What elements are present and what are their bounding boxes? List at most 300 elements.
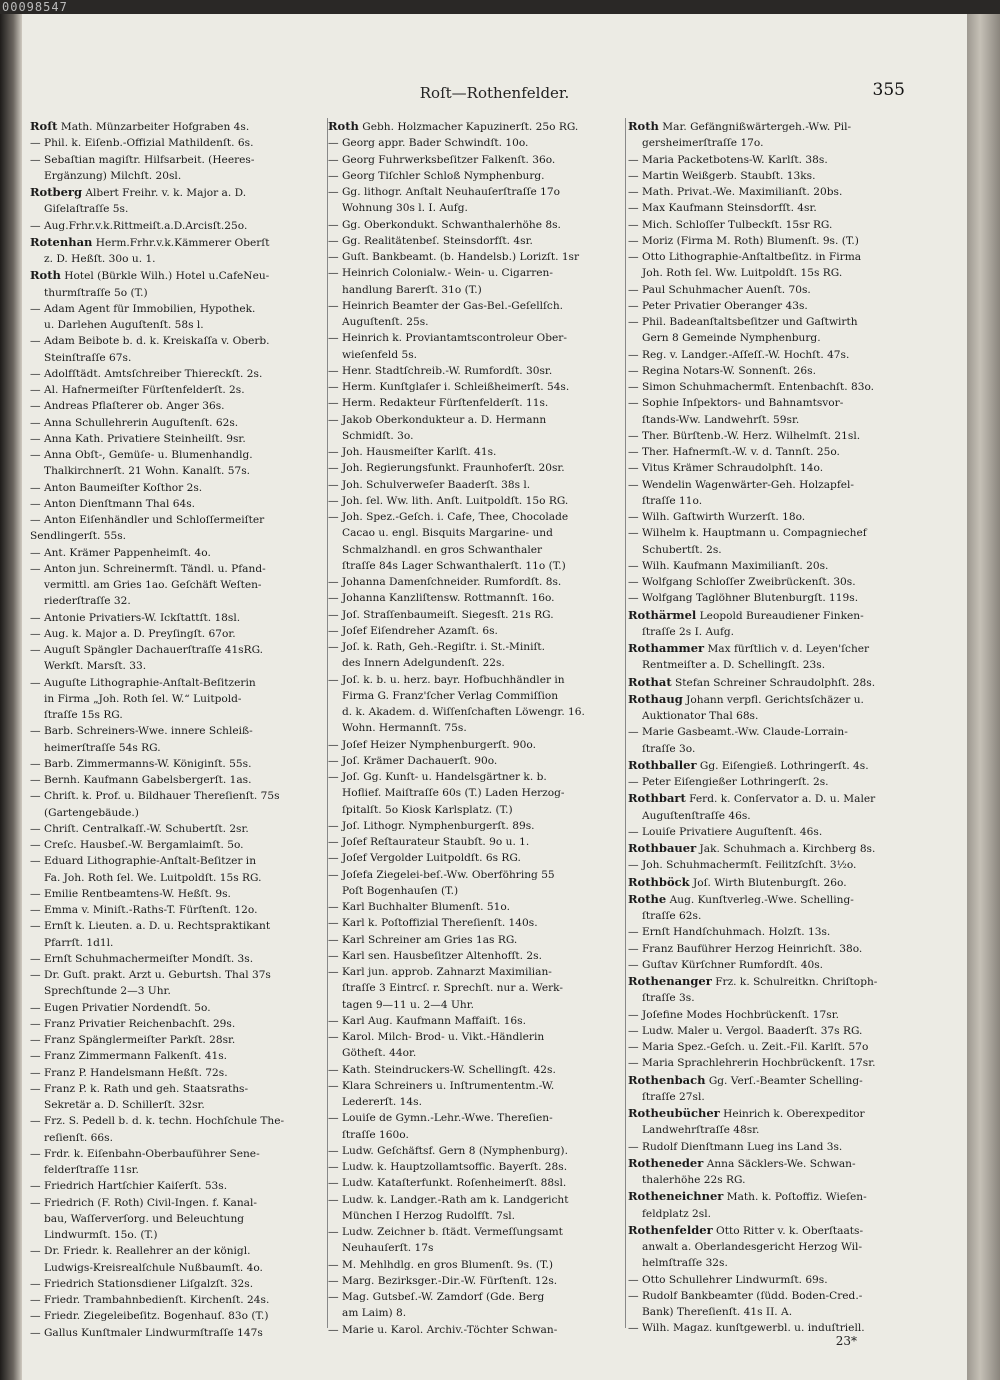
entry-text: Bank) Thereſienſt. 41s II. A. <box>642 1306 793 1318</box>
directory-entry-line <box>328 412 624 428</box>
entry-text: — Joſef Vergolder Luitpoldſt. 6s RG. <box>328 852 521 865</box>
directory-entry-line <box>30 496 326 512</box>
entry-text: — Ther. Hafnermſt.-W. v. d. Tannſt. 25o. <box>628 446 840 458</box>
directory-entry-line <box>30 234 326 251</box>
directory-entry-line <box>30 1325 326 1339</box>
entry-text: — Regina Notars-W. Sonnenſt. 26s. <box>628 364 816 377</box>
directory-entry-line <box>328 444 624 460</box>
directory-entry-line <box>628 1255 924 1271</box>
directory-entry-line <box>328 688 624 704</box>
entry-text: ſtraſſe 2s I. Aufg. <box>642 625 735 638</box>
directory-entry-line <box>30 528 326 544</box>
directory-entry-line <box>628 1304 924 1320</box>
entry-text: — Adam Agent für Immobilien, Hypothek. <box>30 302 256 315</box>
entry-text: Heinrich k. Oberexpeditor <box>723 1108 865 1120</box>
entry-text: ſtraſſe 3 Eintrcſ. r. Sprechſt. nur a. Werk- <box>342 982 563 995</box>
surname-headword: Roſt <box>30 119 58 133</box>
surname-headword: Rothböck <box>628 874 690 889</box>
entry-text: ſtraſſe 11o. <box>642 494 703 507</box>
directory-entry-line <box>30 301 326 317</box>
entry-text: — Rudolf Dienſtmann Lueg ins Land 3s. <box>628 1140 843 1153</box>
surname-headword: Rotheneichner <box>628 1189 724 1204</box>
entry-text: Schmalzhandl. en gros Schwanthaler <box>342 543 543 556</box>
directory-entry-line <box>628 824 924 840</box>
directory-entry-line <box>628 757 924 774</box>
directory-entry-line <box>328 1062 624 1078</box>
directory-entry-line <box>328 477 624 493</box>
entry-text: — Louiſe Privatiere Auguſtenſt. 46s. <box>628 825 823 838</box>
directory-entry-line <box>628 1055 924 1071</box>
entry-text: Gg. Verſ.-Beamter Schelling- <box>708 1074 863 1087</box>
book-spine-strip <box>0 14 22 1380</box>
entry-text: — Phil. k. Eiſenb.-Offizial Mathildenſt. 6s. <box>30 137 254 150</box>
directory-entry-line <box>328 395 624 411</box>
directory-entry-line <box>30 1211 326 1227</box>
entry-text: Auguſtenſt. 25s. <box>342 316 429 328</box>
directory-page <box>22 14 967 1380</box>
entry-text: des Innern Adelgundenſt. 22s. <box>342 657 505 670</box>
entry-text: — Ernſt k. Lieuten. a. D. u. Rechtspraktikant <box>30 920 271 933</box>
entry-text: — Jakob Oberkondukteur a. D. Hermann <box>328 413 547 426</box>
directory-entry-line <box>30 218 326 234</box>
directory-entry-line <box>30 1130 326 1146</box>
directory-entry-line <box>628 1039 924 1055</box>
surname-headword: Rothaug <box>628 691 683 706</box>
entry-text: Hotel (Bürkle Wilh.) Hotel u.CafeNeu- <box>64 270 270 283</box>
directory-entry-line <box>30 135 326 151</box>
directory-entry-line <box>628 558 924 574</box>
directory-entry-line <box>30 1065 326 1081</box>
directory-entry-line <box>628 1072 924 1089</box>
entry-text: helmſtraſſe 32s. <box>642 1257 728 1270</box>
directory-entry-line <box>328 1192 624 1208</box>
directory-column-1 <box>30 118 326 1338</box>
entry-text: ſtands-Ww. Landwehrſt. 59sr. <box>642 413 800 426</box>
directory-entry-line <box>328 1013 624 1029</box>
entry-text: — Paul Schuhmacher Auenſt. 70s. <box>628 283 811 296</box>
directory-entry-line <box>30 382 326 398</box>
entry-text: — Joh. Spez.-Geſch. i. Cafe, Thee, Chocolade <box>328 511 569 523</box>
directory-entry-line <box>328 152 624 168</box>
surname-headword: Roth <box>30 268 61 283</box>
surname-headword: Rotenhan <box>30 234 93 249</box>
directory-entry-line <box>628 1105 924 1122</box>
entry-text: — Joh. Schulverweſer Baaderſt. 38s l. <box>328 478 531 491</box>
entry-text: — Georg Fuhrwerksbeſitzer Falkenſt. 36o. <box>328 153 556 166</box>
directory-entry-line <box>328 720 624 736</box>
entry-text: — Ludw. k. Landger.-Rath am k. Landgericht <box>328 1193 569 1206</box>
entry-text: — Joſefine Modes Hochbrückenſt. 17sr. <box>628 1008 839 1021</box>
entry-text: in Firma „Joh. Roth ſel. W.“ Luitpold- <box>44 692 242 705</box>
directory-entry-line <box>328 428 624 444</box>
entry-text: — Joſ. Lithogr. Nymphenburgerſt. 89s. <box>328 819 535 832</box>
entry-text: Math. k. Poſtoffiz. Wieſen- <box>726 1191 867 1204</box>
directory-entry-line <box>30 463 326 479</box>
entry-text: (Gartengebäude.) <box>44 806 139 819</box>
directory-entry-line <box>328 379 624 395</box>
directory-entry-line <box>628 840 924 857</box>
entry-text: vermittl. am Gries 1ao. Geſchäft Weſten- <box>44 579 262 591</box>
entry-text: — Johanna Damenſchneider. Rumfordſt. 8s. <box>328 576 562 588</box>
entry-text: — Joh. ſel. Ww. lith. Anſt. Luitpoldſt. 15o RG. <box>328 494 569 507</box>
entry-text: Jak. Schuhmach a. Kirchberg 8s. <box>699 843 876 855</box>
entry-text: — Wilhelm k. Hauptmann u. Compagniechef <box>628 527 867 540</box>
entry-text: — Johanna Kanzliſtensw. Rottmannſt. 16o. <box>328 592 555 605</box>
directory-entry-line <box>328 184 624 200</box>
directory-entry-line <box>628 460 924 476</box>
entry-text: — Maria Packetbotens-W. Karlſt. 38s. <box>628 153 828 166</box>
entry-text: Otto Ritter v. k. Oberſtaats- <box>716 1224 864 1237</box>
page-number: 355 <box>872 80 905 100</box>
entry-text: Joſ. Wirth Blutenburgſt. 26o. <box>692 876 847 889</box>
entry-text: Firma G. Franz'ſcher Verlag Commiſſion <box>342 689 559 702</box>
directory-entry-line <box>328 347 624 363</box>
directory-entry-line <box>30 398 326 414</box>
entry-text: — Anton Baumeiſter Koſthor 2s. <box>30 481 203 494</box>
directory-entry-line <box>628 941 924 957</box>
entry-text: Max fürſtlich v. d. Leyen'ſcher <box>707 643 870 655</box>
entry-text: — Joſef Heizer Nymphenburgerſt. 90o. <box>328 738 536 751</box>
entry-text: d. k. Akadem. d. Wiſſenſchaften Löwengr. 16. <box>342 706 585 718</box>
directory-entry-line <box>328 460 624 476</box>
directory-entry-line <box>628 657 924 673</box>
page-header <box>22 80 967 104</box>
directory-entry-line <box>628 574 924 590</box>
entry-text: — Eduard Lithographie-Anſtalt-Beſitzer in <box>30 855 257 868</box>
entry-text: Ferd. k. Conſervator a. D. u. Maler <box>689 793 876 806</box>
directory-entry-line <box>30 918 326 934</box>
entry-text: ſtraſſe 3s. <box>642 992 695 1005</box>
directory-entry-line <box>328 493 624 509</box>
directory-entry-line <box>328 769 624 785</box>
entry-text: — Gg. lithogr. Anſtalt Neuhauſerſtraſſe 17o <box>328 186 561 198</box>
entry-text: — Karl Buchhalter Blumenſt. 51o. <box>328 901 510 913</box>
entry-text: Giſelaſtraſſe 5s. <box>44 203 129 216</box>
directory-entry-line <box>30 431 326 447</box>
entry-text: — Kath. Steindruckers-W. Schellingſt. 42s. <box>328 1063 556 1076</box>
entry-text: Hoflief. Maiſtraſſe 60s (T.) Laden Herzog- <box>342 787 565 800</box>
entry-text: ſtraſſe 3o. <box>642 742 696 755</box>
directory-entry-line <box>628 607 924 624</box>
entry-text: — Peter Eiſengießer Lothringerſt. 2s. <box>628 776 829 788</box>
directory-entry-line <box>328 850 624 866</box>
directory-entry-line <box>328 1305 624 1321</box>
directory-entry-line <box>328 948 624 964</box>
entry-text: Götheſt. 44or. <box>342 1047 417 1060</box>
entry-text: — Reg. v. Landger.-Aſſeſſ.-W. Hochſt. 47s. <box>628 348 850 361</box>
entry-text: — Ludw. Maler u. Vergol. Baaderſt. 37s RG. <box>628 1024 863 1037</box>
entry-text: — Eugen Privatier Nordendſt. 5o. <box>30 1001 211 1014</box>
entry-text: — Georg Tiſchler Schloß Nymphenburg. <box>328 169 545 182</box>
directory-entry-line <box>328 672 624 688</box>
directory-entry-line <box>328 964 624 980</box>
directory-entry-line <box>328 298 624 314</box>
directory-entry-line <box>628 1155 924 1172</box>
entry-text: — Marg. Bezirksger.-Dir.-W. Fürſtenſt. 12s. <box>328 1274 558 1287</box>
directory-entry-line <box>328 282 624 298</box>
directory-entry-line <box>628 135 924 151</box>
entry-text: — Gg. Realitätenbeſ. Steinsdorfſt. 4sr. <box>328 234 533 247</box>
entry-text: — Mag. Gutsbeſ.-W. Zamdorf (Gde. Berg <box>328 1291 545 1303</box>
entry-text: — Peter Privatier Oberanger 43s. <box>628 299 808 312</box>
entry-text: — Al. Hafnermeiſter Fürſtenfelderſt. 2s. <box>30 384 245 396</box>
directory-entry-line <box>628 314 924 330</box>
directory-entry-line <box>328 802 624 818</box>
directory-entry-line <box>328 1029 624 1045</box>
entry-text: — Karl jun. approb. Zahnarzt Maximilian- <box>328 966 552 978</box>
entry-text: Stefan Schreiner Schraudolphſt. 28s. <box>675 676 876 689</box>
entry-text: — Antonie Privatiers-W. Ickſtattſt. 18sl. <box>30 611 241 624</box>
directory-entry-line <box>328 314 624 330</box>
directory-entry-line <box>628 1007 924 1023</box>
surname-headword: Rotberg <box>30 185 82 199</box>
directory-entry-line <box>628 674 924 691</box>
directory-entry-line <box>328 785 624 801</box>
directory-entry-line <box>30 317 326 333</box>
directory-entry-line <box>628 908 924 924</box>
directory-entry-line <box>30 1178 326 1194</box>
directory-entry-line <box>328 542 624 558</box>
entry-text: — Joh. Regierungsfunkt. Fraunhoferſt. 20sr. <box>328 462 565 475</box>
directory-entry-line <box>628 624 924 640</box>
running-head: Roſt—Rothenfelder. <box>419 84 570 102</box>
directory-entry-line <box>328 1322 624 1338</box>
directory-entry-line <box>328 1127 624 1143</box>
entry-text: — Georg appr. Bader Schwindſt. 10o. <box>328 137 529 150</box>
entry-text: thalerhöhe 22s RG. <box>642 1174 746 1186</box>
entry-text: Sekretär a. D. Schillerſt. 32sr. <box>44 1099 205 1111</box>
directory-entry-line <box>30 707 326 723</box>
directory-entry-line <box>30 285 326 301</box>
entry-text: — Wolfgang Taglöhner Blutenburgſt. 119s. <box>628 592 859 605</box>
directory-entry-line <box>628 509 924 525</box>
directory-entry-line <box>628 477 924 493</box>
directory-entry-line <box>328 574 624 590</box>
surname-headword: Rothe <box>628 891 667 906</box>
directory-entry-line <box>30 788 326 804</box>
directory-entry-line <box>628 1089 924 1105</box>
entry-text: — Adam Beibote b. d. k. Kreiskaſſa v. Oberb. <box>30 335 270 348</box>
directory-entry-line <box>628 395 924 411</box>
directory-entry-line <box>30 805 326 821</box>
entry-text: — Anna Kath. Privatiere Steinheilſt. 9sr. <box>30 432 246 445</box>
entry-text: — Karl k. Poſtoffizial Thereſienſt. 140s. <box>328 917 538 930</box>
entry-text: — Anton Dienſtmann Thal 64s. <box>30 497 196 510</box>
directory-entry-line <box>628 265 924 281</box>
entry-text: — Anna Obſt-, Gemüſe- u. Blumenhandlg. <box>30 449 253 461</box>
entry-text: — Dr. Guſt. prakt. Arzt u. Geburtsh. Thal 37s <box>30 969 271 981</box>
entry-text: Landwehrſtraſſe 48sr. <box>642 1124 760 1137</box>
entry-text: Ledererſt. 14s. <box>342 1096 422 1108</box>
entry-text: — Moriz (Firma M. Roth) Blumenſt. 9s. (T.) <box>628 234 859 247</box>
directory-entry-line <box>30 152 326 168</box>
directory-entry-line <box>328 1159 624 1175</box>
directory-entry-line <box>30 772 326 788</box>
entry-text: — Wendelin Wagenwärter-Geh. Holzapfel- <box>628 478 855 491</box>
entry-text: — Anna Schullehrerin Auguſtenſt. 62s. <box>30 416 239 429</box>
entry-text: — Sophie Inſpektors- und Bahnamtsvor- <box>628 397 844 410</box>
directory-entry-line <box>328 135 624 151</box>
entry-text: Joh. Roth ſel. Ww. Luitpoldſt. 15s RG. <box>642 267 843 280</box>
entry-text: — Math. Privat.-We. Maximilianſt. 20bs. <box>628 186 843 198</box>
entry-text: — Gg. Oberkondukt. Schwanthalerhöhe 8s. <box>328 218 561 231</box>
directory-entry-line <box>328 655 624 671</box>
entry-text: — Franz Bauführer Herzog Heinrichſt. 38o. <box>628 942 863 955</box>
directory-entry-line <box>628 1188 924 1205</box>
entry-text: — Ant. Krämer Pappenheimſt. 4o. <box>30 546 211 559</box>
entry-text: — Creſc. Hausbeſ.-W. Bergamlaimſt. 5o. <box>30 839 244 851</box>
entry-text: feldplatz 2sl. <box>642 1207 711 1220</box>
directory-entry-line <box>30 118 326 135</box>
directory-entry-line <box>30 1097 326 1113</box>
entry-text: — Dr. Friedr. k. Reallehrer an der königl. <box>30 1245 251 1258</box>
entry-text: — Joſef Eiſendreher Azamſt. 6s. <box>328 624 498 637</box>
directory-column-2 <box>328 118 624 1338</box>
directory-entry-line <box>328 623 624 639</box>
entry-text: — Karl sen. Hausbeſitzer Altenhofſt. 2s. <box>328 949 542 962</box>
directory-entry-line <box>628 1288 924 1304</box>
directory-entry-line <box>628 790 924 807</box>
directory-entry-line <box>328 590 624 606</box>
directory-entry-line <box>628 1272 924 1288</box>
entry-text: z. D. Heßſt. 30o u. 1. <box>44 253 156 265</box>
entry-text: — Bernh. Kaufmann Gabelsbergerſt. 1as. <box>30 774 252 786</box>
directory-entry-line <box>328 118 624 135</box>
entry-text: — Klara Schreiners u. Inſtrumententm.-W. <box>328 1079 555 1092</box>
entry-text: — Joh. Hausmeiſter Karlſt. 41s. <box>328 446 497 458</box>
entry-text: — Herm. Redakteur Fürſtenfelderſt. 11s. <box>328 397 549 410</box>
entry-text: — Ernſt Handſchuhmach. Holzſt. 13s. <box>628 926 831 939</box>
entry-text: felderſtraſſe 11sr. <box>44 1164 139 1176</box>
directory-entry-line <box>628 330 924 346</box>
directory-entry-line <box>328 168 624 184</box>
entry-text: Schmidſt. 3o. <box>342 429 414 442</box>
page-edge-stack <box>967 14 1000 1380</box>
entry-text: Auguſtenſtraſſe 46s. <box>642 809 751 822</box>
entry-text: reſienſt. 66s. <box>44 1131 113 1144</box>
entry-text: — Gallus Kunſtmaler Lindwurmſtraſſe 147s <box>30 1326 263 1338</box>
directory-entry-line <box>628 1023 924 1039</box>
directory-entry-line <box>328 558 624 574</box>
entry-text: — Ernſt Schuhmachermeiſter Mondſt. 3s. <box>30 952 254 965</box>
directory-entry-line <box>628 347 924 363</box>
directory-entry-line <box>30 1016 326 1032</box>
directory-entry-line <box>628 493 924 509</box>
entry-text: — Wilh. Kaufmann Maximilianſt. 20s. <box>628 559 829 572</box>
directory-entry-line <box>30 902 326 918</box>
directory-entry-line <box>30 853 326 869</box>
entry-text: Fa. Joh. Roth ſel. We. Luitpoldſt. 15s RG. <box>44 871 262 884</box>
directory-entry-line <box>30 1292 326 1308</box>
directory-entry-line <box>30 740 326 756</box>
entry-text: — Maria Sprachlehrerin Hochbrückenſt. 17sr. <box>628 1057 876 1070</box>
entry-text: Schubertſt. 2s. <box>642 543 722 556</box>
directory-entry-line <box>628 184 924 200</box>
surname-headword: Rothbart <box>628 791 686 806</box>
entry-text: — Joh. Schuhmachermſt. Feilitzſchſt. 3½o. <box>628 859 857 872</box>
entry-text: — Simon Schuhmachermſt. Entenbachſt. 83o. <box>628 381 874 393</box>
entry-text: riederſtraſſe 32. <box>44 595 131 608</box>
entry-text: — Anton Eiſenhändler und Schloſſermeiſter <box>30 514 265 526</box>
entry-text: — M. Mehlhdlg. en gros Blumenſt. 9s. (T.) <box>328 1258 553 1271</box>
directory-entry-line <box>30 168 326 184</box>
entry-text: tagen 9—11 u. 2—4 Uhr. <box>342 998 475 1011</box>
directory-entry-line <box>628 1122 924 1138</box>
directory-entry-line <box>328 639 624 655</box>
directory-entry-line <box>628 708 924 724</box>
entry-text: Sendlingerſt. 55s. <box>30 530 127 543</box>
directory-entry-line <box>30 1000 326 1016</box>
directory-entry-line <box>30 756 326 772</box>
directory-entry-line <box>328 1094 624 1110</box>
directory-entry-line <box>628 1139 924 1155</box>
entry-text: — Henr. Stadtſchreib.-W. Rumfordſt. 30sr. <box>328 364 553 377</box>
directory-entry-line <box>30 626 326 642</box>
entry-text: — Joſefa Ziegelei-beſ.-Ww. Oberföhring 55 <box>328 868 555 881</box>
entry-text: — Heinrich Beamter der Gas-Bel.-Geſellſch. <box>328 299 564 312</box>
surname-headword: Rothat <box>628 674 672 689</box>
entry-text: Pfarrſt. 1d1l. <box>44 936 114 949</box>
directory-entry-line <box>328 249 624 265</box>
directory-entry-line <box>628 363 924 379</box>
entry-text: handlung Barerſt. 31o (T.) <box>342 283 482 296</box>
entry-text: Neuhauſerſt. 17s <box>342 1242 434 1255</box>
directory-entry-line <box>628 741 924 757</box>
directory-entry-line <box>30 658 326 674</box>
entry-text: — Joſef Reſtaurateur Staubſt. 9o u. 1. <box>328 836 530 848</box>
directory-entry-line <box>30 675 326 691</box>
entry-text: — Marie Gasbeamt.-Ww. Claude-Lorrain- <box>628 726 848 739</box>
directory-column-3 <box>628 118 924 1338</box>
entry-text: Ludwigs-Kreisrealſchule Nußbaumſt. 4o. <box>44 1261 263 1274</box>
entry-text: — Sebaſtian magiſtr. Hilfsarbeit. (Heeres- <box>30 153 255 166</box>
entry-text: — Ludw. Kataſterfunkt. Roſenheimerſt. 88sl. <box>328 1177 567 1190</box>
directory-entry-line <box>30 1227 326 1243</box>
surname-headword: Rothbauer <box>628 841 697 855</box>
directory-entry-line <box>628 200 924 216</box>
directory-entry-line <box>30 821 326 837</box>
entry-text: — Marie u. Karol. Archiv.-Töchter Schwan- <box>328 1323 558 1336</box>
directory-entry-line <box>628 990 924 1006</box>
directory-entry-line <box>30 577 326 593</box>
directory-entry-line <box>628 249 924 265</box>
directory-entry-line <box>30 201 326 217</box>
directory-entry-line <box>328 1224 624 1240</box>
directory-entry-line <box>328 753 624 769</box>
directory-entry-line <box>628 1239 924 1255</box>
entry-text: — Ludw. Geſchäftsf. Gern 8 (Nymphenburg). <box>328 1144 568 1157</box>
surname-headword: Roth <box>328 119 359 133</box>
directory-entry-line <box>328 1078 624 1094</box>
directory-entry-line <box>30 480 326 496</box>
directory-entry-line <box>30 1081 326 1097</box>
directory-entry-line <box>628 282 924 298</box>
entry-text: — Barb. Zimmermanns-W. Königinſt. 55s. <box>30 757 252 770</box>
entry-text: — Karl Schreiner am Gries 1as RG. <box>328 933 518 946</box>
entry-text: — Guſtav Kürſchner Rumfordſt. 40s. <box>628 958 824 971</box>
entry-text: — Wolfgang Schloſſer Zweibrückenſt. 30s. <box>628 576 856 588</box>
entry-text: Leopold Bureaudiener Finken- <box>699 609 864 622</box>
entry-text: — Barb. Schreiners-Wwe. innere Schleiß- <box>30 725 253 738</box>
directory-entry-line <box>628 525 924 541</box>
directory-entry-line <box>30 886 326 902</box>
surname-headword: Rothärmel <box>628 607 697 622</box>
directory-entry-line <box>30 967 326 983</box>
entry-text: Steinſtraſſe 67s. <box>44 351 132 364</box>
directory-entry-line <box>328 899 624 915</box>
directory-entry-line <box>628 724 924 740</box>
directory-entry-line <box>328 200 624 216</box>
